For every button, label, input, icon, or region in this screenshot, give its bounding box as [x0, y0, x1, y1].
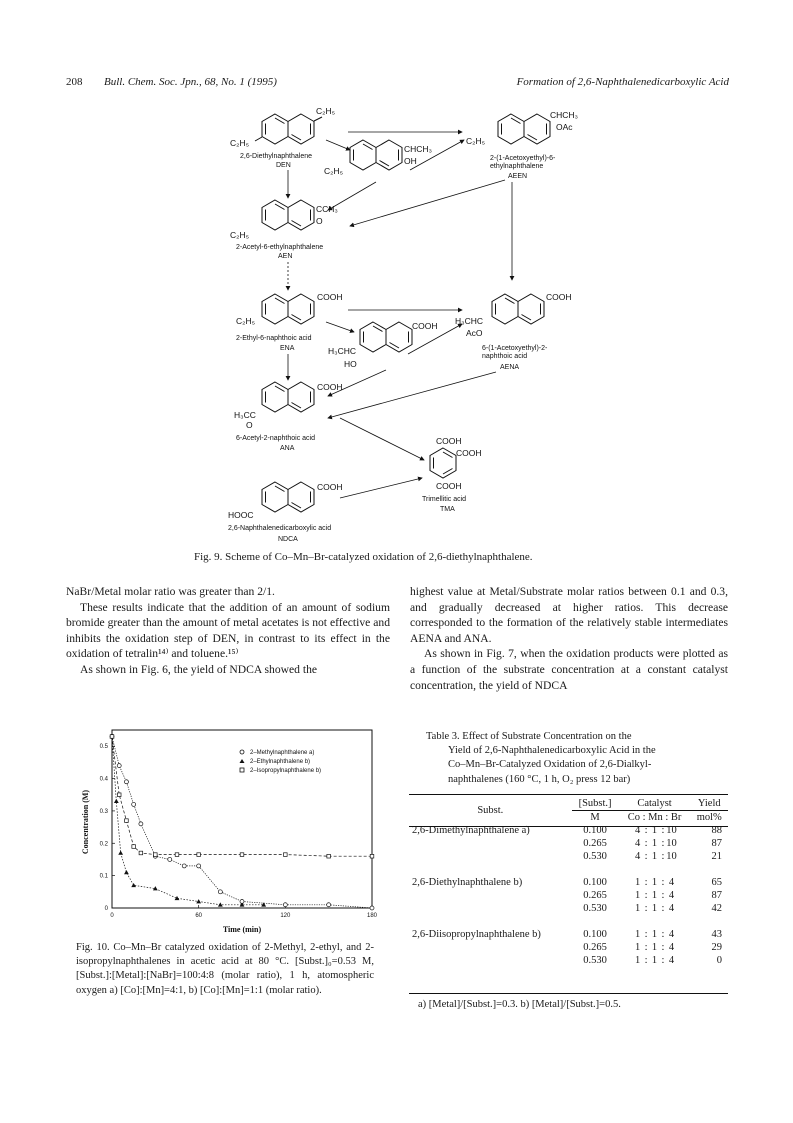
x-tick-label: 180 — [366, 913, 378, 919]
cell-yield: 87 — [711, 838, 722, 849]
cell-conc: 0.265 — [583, 942, 607, 953]
paragraph: NaBr/Metal molar ratio was greater than 2/1. — [66, 585, 275, 598]
cell-yield: 87 — [711, 890, 722, 901]
cell-ratio-co: 4 — [634, 838, 641, 849]
x-tick-label: 60 — [195, 913, 203, 919]
paragraph: As shown in Fig. 6, the yield of NDCA showed the — [80, 662, 318, 676]
cell-subst: 2,6-Diethylnaphthalene b) — [412, 877, 523, 888]
cell-ratio-br: 4 — [668, 903, 675, 914]
cell-conc: 0.265 — [583, 890, 607, 901]
x-tick-label: 0 — [110, 913, 114, 919]
y-tick-label: 0.5 — [99, 744, 108, 751]
y-tick-label: 0 — [104, 906, 108, 912]
table3-title — [426, 730, 726, 787]
cell-subst — [409, 889, 572, 902]
data-point-isopropyl — [139, 851, 143, 855]
cell-yield: 21 — [711, 851, 722, 862]
table3 — [409, 797, 728, 967]
table3-bottom-rule — [409, 993, 728, 994]
paragraph: As shown in Fig. 7, when the oxidation products were plotted as a function of the substrate concentration at a constant catalyst concentration, the yield of NDCA — [410, 647, 728, 692]
ratio-separator: : — [644, 903, 648, 914]
cell-conc: 0.100 — [583, 825, 607, 836]
fig10-caption: Fig. 10. Co–Mn–Br catalyzed oxidation of 2-Methyl, 2-ethyl, and 2-isopropylnaphthalenes in acetic acid at 80 °C. [Subst.]₀=0.53 M, [Subst.]:[Metal]:[NaBr]=100:4:8 (molar ratio), 1 h, atomospheric oxygen a) [Co]:[Mn]=4:1, b) [Co]:[Mn]=1:1 (molar ratio). — [76, 942, 374, 996]
table-spacer — [409, 915, 728, 928]
data-point-ethyl — [114, 799, 119, 803]
table3-title-line: Yield of 2,6-Naphthalenedicarboxylic Acid in the — [448, 745, 656, 757]
data-point-methyl — [139, 822, 143, 826]
den-name: 2,6-Diethylnaphthalene — [240, 153, 312, 160]
data-point-methyl — [168, 857, 172, 861]
table-row — [409, 941, 728, 954]
aena-structure — [492, 294, 544, 324]
aeen-name2: ethylnaphthalene — [490, 163, 544, 170]
ratio-separator: : — [661, 890, 665, 901]
aen-o: O — [316, 216, 323, 226]
cell-yield: 29 — [711, 942, 722, 953]
table3-title-line: naphthalenes (160 °C, 1 h, O₂ press 12 bar) — [448, 773, 631, 785]
tma-mid: COOH — [456, 448, 482, 458]
cell-ratio-co: 1 — [634, 903, 641, 914]
ana-abbr: ANA — [280, 445, 295, 452]
data-point-methyl — [117, 764, 121, 768]
x-tick-label: 120 — [280, 913, 291, 919]
cell-catalyst — [619, 941, 691, 954]
cell-conc: 0.100 — [583, 877, 607, 888]
ena-structure — [262, 294, 314, 324]
data-point-isopropyl — [197, 853, 201, 857]
cell-conc: 0.100 — [583, 929, 607, 940]
ena-r: COOH — [317, 292, 343, 302]
data-point-ethyl — [175, 896, 180, 900]
aena-name1: 6-(1-Acetoxyethyl)-2- — [482, 345, 548, 352]
data-point-ethyl — [124, 870, 129, 874]
aen-top: CCH₃ — [316, 204, 338, 214]
aen-l: C₂H₅ — [230, 230, 250, 240]
den-group-l: C₂H₅ — [230, 138, 250, 148]
ratio-separator: : — [644, 955, 648, 966]
tma-top: COOH — [436, 436, 462, 446]
legend-marker-methyl — [240, 750, 244, 754]
data-point-ethyl — [118, 851, 123, 855]
cell-subst — [409, 902, 572, 915]
cell-catalyst — [619, 850, 691, 863]
cell-yield: 0 — [716, 955, 722, 966]
den-structure — [262, 114, 314, 144]
data-point-isopropyl — [132, 845, 136, 849]
ndca-name: 2,6-Naphthalenedicarboxylic acid — [228, 525, 332, 532]
data-point-isopropyl — [327, 854, 331, 858]
paragraph: These results indicate that the addition of an amount of sodium bromide greater than the amount of metal acetates is not effective and inhibits the oxidation step of DEN, in contrast to its effect in the oxidation of tetralin¹⁴⁾ and toluene.¹⁵⁾ — [66, 600, 390, 661]
table3-unit-conc: M — [590, 812, 600, 823]
legend-marker-isopropyl — [240, 768, 244, 772]
ratio-separator: : — [644, 851, 648, 862]
running-title: Formation of 2,6-Naphthalenedicarboxylic Acid — [516, 76, 729, 88]
aena-abbr: AENA — [500, 364, 520, 371]
cell-ratio-co: 1 — [634, 942, 641, 953]
cell-ratio-br: 10 — [666, 851, 677, 862]
right-column-text — [410, 584, 728, 693]
cell-ratio-br: 4 — [668, 929, 675, 940]
ratio-separator: : — [644, 929, 648, 940]
ana-r: COOH — [317, 382, 343, 392]
cell-catalyst — [619, 837, 691, 850]
cell-ratio-br: 4 — [668, 942, 675, 953]
ena-name: 2-Ethyl-6-naphthoic acid — [236, 335, 312, 342]
ndca-abbr: NDCA — [278, 536, 298, 543]
table3-top-rule — [409, 794, 728, 795]
data-point-methyl — [124, 780, 128, 784]
int2-l: H₃CHC — [328, 346, 357, 356]
data-point-isopropyl — [154, 853, 158, 857]
table3-header-subst: Subst. — [477, 805, 504, 816]
reaction-arrows — [288, 132, 512, 498]
cell-ratio-mn: 1 — [651, 903, 658, 914]
intermediate-alcohol-structure — [350, 140, 402, 170]
int2-r: COOH — [412, 321, 438, 331]
int1-oh: OH — [404, 156, 417, 166]
cell-conc: 0.265 — [583, 838, 607, 849]
ena-abbr: ENA — [280, 345, 295, 352]
y-tick-label: 0.2 — [99, 841, 108, 848]
table3-header-conc: [Subst.] — [572, 797, 619, 811]
aeen-abbr: AEEN — [508, 173, 528, 180]
data-point-isopropyl — [125, 819, 129, 823]
cell-subst — [409, 850, 572, 863]
table3-header-catalyst: Catalyst — [619, 797, 691, 811]
page-number: 208 — [66, 76, 83, 88]
table3-title-line: Co–Mn–Br-Catalyzed Oxidation of 2,6-Dialkyl- — [448, 759, 652, 771]
ana-structure — [262, 382, 314, 412]
cell-conc: 0.530 — [583, 851, 607, 862]
cell-catalyst — [619, 889, 691, 902]
ratio-separator: : — [661, 851, 665, 862]
data-point-ethyl — [131, 883, 136, 887]
ratio-separator: : — [644, 942, 648, 953]
ratio-separator: : — [661, 929, 665, 940]
y-tick-label: 0.3 — [99, 808, 108, 815]
data-point-isopropyl — [370, 854, 374, 858]
table-row — [409, 850, 728, 863]
data-point-isopropyl — [240, 853, 244, 857]
aen-abbr: AEN — [278, 253, 293, 260]
table-row — [409, 928, 728, 941]
paragraph: highest value at Metal/Substrate molar ratios between 0.1 and 0.3, and gradually decreased at higher ratios. This decrease corresponded to the formation of the relatively stable intermediates AENA and ANA. — [410, 585, 728, 645]
den-group-r: C₂H₅ — [316, 106, 336, 116]
cell-ratio-co: 1 — [634, 955, 641, 966]
table3-unit-catalyst: Co : Mn : Br — [627, 812, 682, 823]
aeen-top: CHCH₃ — [550, 110, 579, 120]
cell-ratio-co: 1 — [634, 890, 641, 901]
cell-catalyst — [619, 876, 691, 889]
fig10-xlabel: Time (min) — [222, 925, 262, 934]
data-point-methyl — [197, 864, 201, 868]
ana-name: 6-Acetyl-2-naphthoic acid — [236, 435, 315, 442]
cell-ratio-br: 4 — [668, 877, 675, 888]
table3-footnote: a) [Metal]/[Subst.]=0.3. b) [Metal]/[Subst.]=0.5. — [418, 999, 621, 1010]
tma-bot: COOH — [436, 481, 462, 491]
aeen-structure — [498, 114, 550, 144]
y-tick-label: 0.1 — [99, 873, 108, 880]
table-row — [409, 837, 728, 850]
legend-methyl: 2–Methylnaphthalene a) — [250, 750, 315, 756]
den-abbr: DEN — [276, 162, 291, 169]
cell-catalyst — [619, 928, 691, 941]
table3-header-yield: Yield — [691, 797, 729, 811]
data-point-methyl — [218, 890, 222, 894]
aeen-oac: OAc — [556, 122, 573, 132]
left-column-text — [66, 584, 390, 678]
data-point-methyl — [182, 864, 186, 868]
table-spacer — [409, 863, 728, 876]
cell-ratio-br: 4 — [668, 955, 675, 966]
fig10-chart — [66, 722, 386, 937]
ratio-separator: : — [661, 825, 665, 836]
int1-top: CHCH₃ — [404, 144, 433, 154]
int1-l: C₂H₅ — [324, 166, 344, 176]
ndca-structure — [262, 482, 314, 512]
cell-ratio-co: 1 — [634, 877, 641, 888]
data-point-methyl — [132, 802, 136, 806]
cell-ratio-mn: 1 — [651, 877, 658, 888]
data-point-methyl — [370, 906, 374, 910]
cell-subst: 2,6-Diisopropylnaphthalene b) — [412, 929, 541, 940]
cell-subst — [409, 941, 572, 954]
data-point-isopropyl — [175, 853, 179, 857]
aena-name2: naphthoic acid — [482, 353, 528, 360]
data-point-methyl — [283, 903, 287, 907]
plot-frame — [112, 730, 372, 908]
aeen-name1: 2-(1-Acetoxyethyl)-6- — [490, 155, 556, 162]
cell-ratio-mn: 1 — [651, 890, 658, 901]
cell-subst: 2,6-Dimethylnaphthalene a) — [412, 825, 530, 836]
cell-subst — [409, 954, 572, 967]
aen-structure — [262, 200, 314, 230]
int2-ho: HO — [344, 359, 357, 369]
cell-yield: 88 — [711, 825, 722, 836]
ndca-r: COOH — [317, 482, 343, 492]
data-point-isopropyl — [110, 735, 114, 739]
cell-ratio-mn: 1 — [651, 825, 658, 836]
ena-l: C₂H₅ — [236, 316, 256, 326]
table-row — [409, 902, 728, 915]
cell-ratio-mn: 1 — [651, 851, 658, 862]
legend-ethyl: 2–Ethylnaphthalene b) — [250, 759, 311, 765]
cell-yield: 42 — [711, 903, 722, 914]
table-row — [409, 954, 728, 967]
ratio-separator: : — [644, 890, 648, 901]
cell-ratio-co: 4 — [634, 851, 641, 862]
cell-yield: 43 — [711, 929, 722, 940]
ndca-l: HOOC — [228, 510, 254, 520]
data-point-ethyl — [196, 899, 201, 903]
aen-name: 2-Acetyl-6-ethylnaphthalene — [236, 244, 324, 251]
fig9-scheme — [200, 100, 600, 550]
ratio-separator: : — [644, 838, 648, 849]
data-point-isopropyl — [284, 853, 288, 857]
cell-ratio-br: 10 — [666, 825, 677, 836]
data-point-isopropyl — [117, 793, 121, 797]
ratio-separator: : — [661, 877, 665, 888]
table-row — [409, 876, 728, 889]
tma-abbr: TMA — [440, 506, 455, 513]
ratio-separator: : — [644, 877, 648, 888]
aena-l: H₃CHC — [455, 316, 484, 326]
table-row — [409, 889, 728, 902]
ana-l: H₃CC — [234, 410, 256, 420]
cell-yield: 65 — [711, 877, 722, 888]
table3-title-line: Table 3. Effect of Substrate Concentration on the — [426, 731, 632, 742]
legend-marker-ethyl — [240, 759, 245, 763]
cell-conc: 0.530 — [583, 903, 607, 914]
ratio-separator: : — [661, 942, 665, 953]
cell-ratio-br: 4 — [668, 890, 675, 901]
legend-isopropyl: 2–Isopropylnaphthalene b) — [250, 768, 322, 774]
y-tick-label: 0.4 — [99, 776, 108, 783]
tma-structure — [430, 448, 456, 478]
intermediate-hydroxyacid-structure — [360, 322, 412, 352]
table3-unit-yield: mol% — [696, 812, 722, 823]
cell-subst — [409, 837, 572, 850]
data-point-methyl — [327, 903, 331, 907]
journal-citation: Bull. Chem. Soc. Jpn., 68, No. 1 (1995) — [104, 76, 277, 88]
fig9-caption: Fig. 9. Scheme of Co–Mn–Br-catalyzed oxidation of 2,6-diethylnaphthalene. — [194, 551, 533, 563]
cell-ratio-co: 1 — [634, 929, 641, 940]
aeen-l: C₂H₅ — [466, 136, 486, 146]
cell-ratio-br: 10 — [666, 838, 677, 849]
cell-ratio-mn: 1 — [651, 929, 658, 940]
ratio-separator: : — [661, 903, 665, 914]
series-curve-2 — [112, 737, 372, 857]
cell-catalyst — [619, 902, 691, 915]
cell-conc: 0.530 — [583, 955, 607, 966]
aena-r: COOH — [546, 292, 572, 302]
cell-ratio-mn: 1 — [651, 955, 658, 966]
ratio-separator: : — [644, 825, 648, 836]
cell-ratio-mn: 1 — [651, 838, 658, 849]
ana-o: O — [246, 420, 253, 430]
fig10-ylabel: Concentration (M) — [81, 789, 90, 855]
cell-ratio-co: 4 — [634, 825, 641, 836]
tma-name: Trimellitic acid — [422, 496, 467, 503]
aena-aco: AcO — [466, 328, 483, 338]
ratio-separator: : — [661, 955, 665, 966]
table3-header-rule — [409, 826, 728, 827]
cell-catalyst — [619, 954, 691, 967]
data-point-ethyl — [218, 902, 223, 906]
ratio-separator: : — [661, 838, 665, 849]
cell-ratio-mn: 1 — [651, 942, 658, 953]
